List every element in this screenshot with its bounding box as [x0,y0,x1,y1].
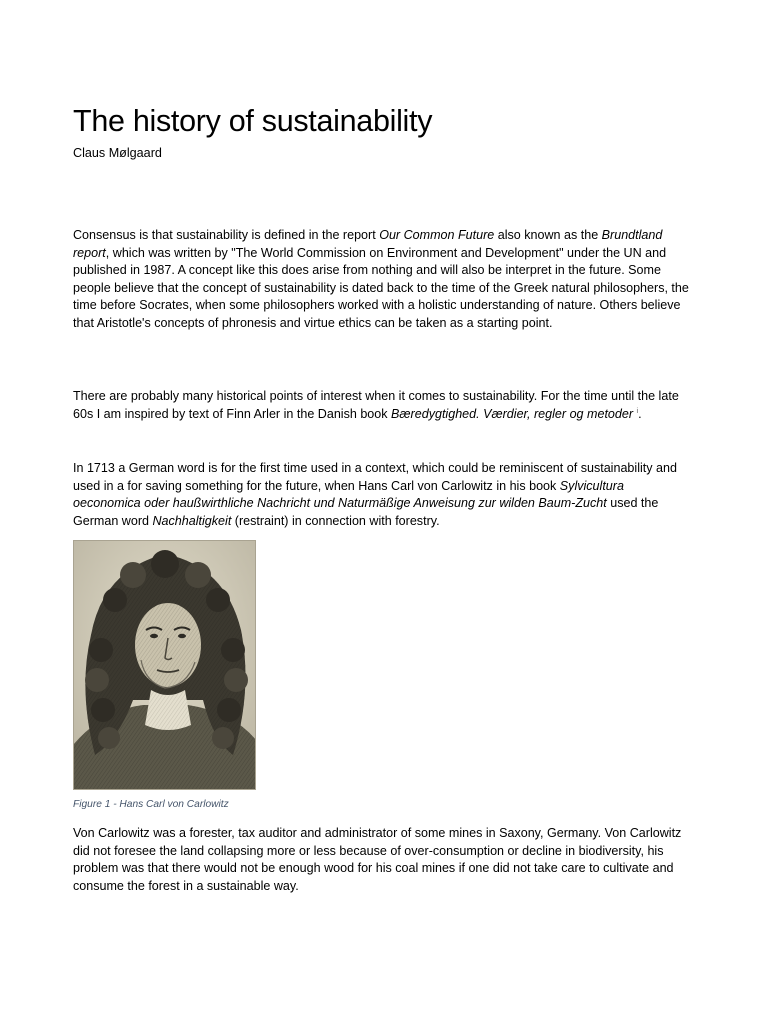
paragraph-4 [73,825,691,895]
paragraph-text: used the German word [73,496,659,528]
italic-title: Our Common Future [379,228,495,242]
paragraph-2 [73,388,691,423]
portrait-image [73,540,256,790]
italic-title: Brundtland report [73,228,663,260]
document-title: The history of sustainability [73,104,433,138]
paragraph-text: Consensus is that sustainability is defined in the report [73,228,380,242]
portrait-engraving [73,540,256,790]
paragraph-text: also known as the [494,228,602,242]
author-name: Claus Mølgaard [73,146,162,160]
paragraph-text: , which was written by "The World Commission on Environment and Development" under the UN and published in 1987. A concept like this does arise from nothing and will also be interpret in the future. Some people believe that the concept of sustainability is dated back to the time of the Greek natural philosophers, the time before Socrates, when some philosophers worked with a holistic understanding of nature. Others believe that Aristotle's concepts of phronesis and virtue ethics can be taken as a starting point. [73,245,689,330]
paragraph-3 [73,460,691,530]
paragraph-text: (restraint) in connection with forestry. [231,513,440,528]
paragraph-text: In 1713 a German word is for the first time used in a context, which could be reminiscent of sustainability and used in a for saving something for the future, when Hans Carl von Carlowitz in his book [73,461,677,493]
italic-title: Bæredygtighed. Værdier, regler og metoder [391,406,634,421]
paragraph-text: Von Carlowitz was a forester, tax auditor and administrator of some mines in Saxony, Germany. Von Carlowitz did not foresee the land collapsing more or less because of over-consumption or decline in biodiversity, his problem was that there would not be enough wood for his coal mines if one did not take care to cultivate and consume the forest in a sustainable way. [73,826,682,893]
paragraph-text: . [638,406,642,421]
figure-caption: Figure 1 - Hans Carl von Carlowitz [73,799,229,810]
endnote-reference[interactable]: i [636,407,639,415]
italic-title: Sylvicultura oeconomica oder haußwirthliche Nachricht und Naturmäßige Anweisung zur wilden Baum-Zucht [73,478,624,511]
paragraph-1 [73,227,691,333]
italic-term: Nachhaltigkeit [152,513,232,528]
paragraph-text: There are probably many historical points of interest when it comes to sustainability. For the time until the late 60s I am inspired by text of Finn Arler in the Danish book [73,389,679,421]
